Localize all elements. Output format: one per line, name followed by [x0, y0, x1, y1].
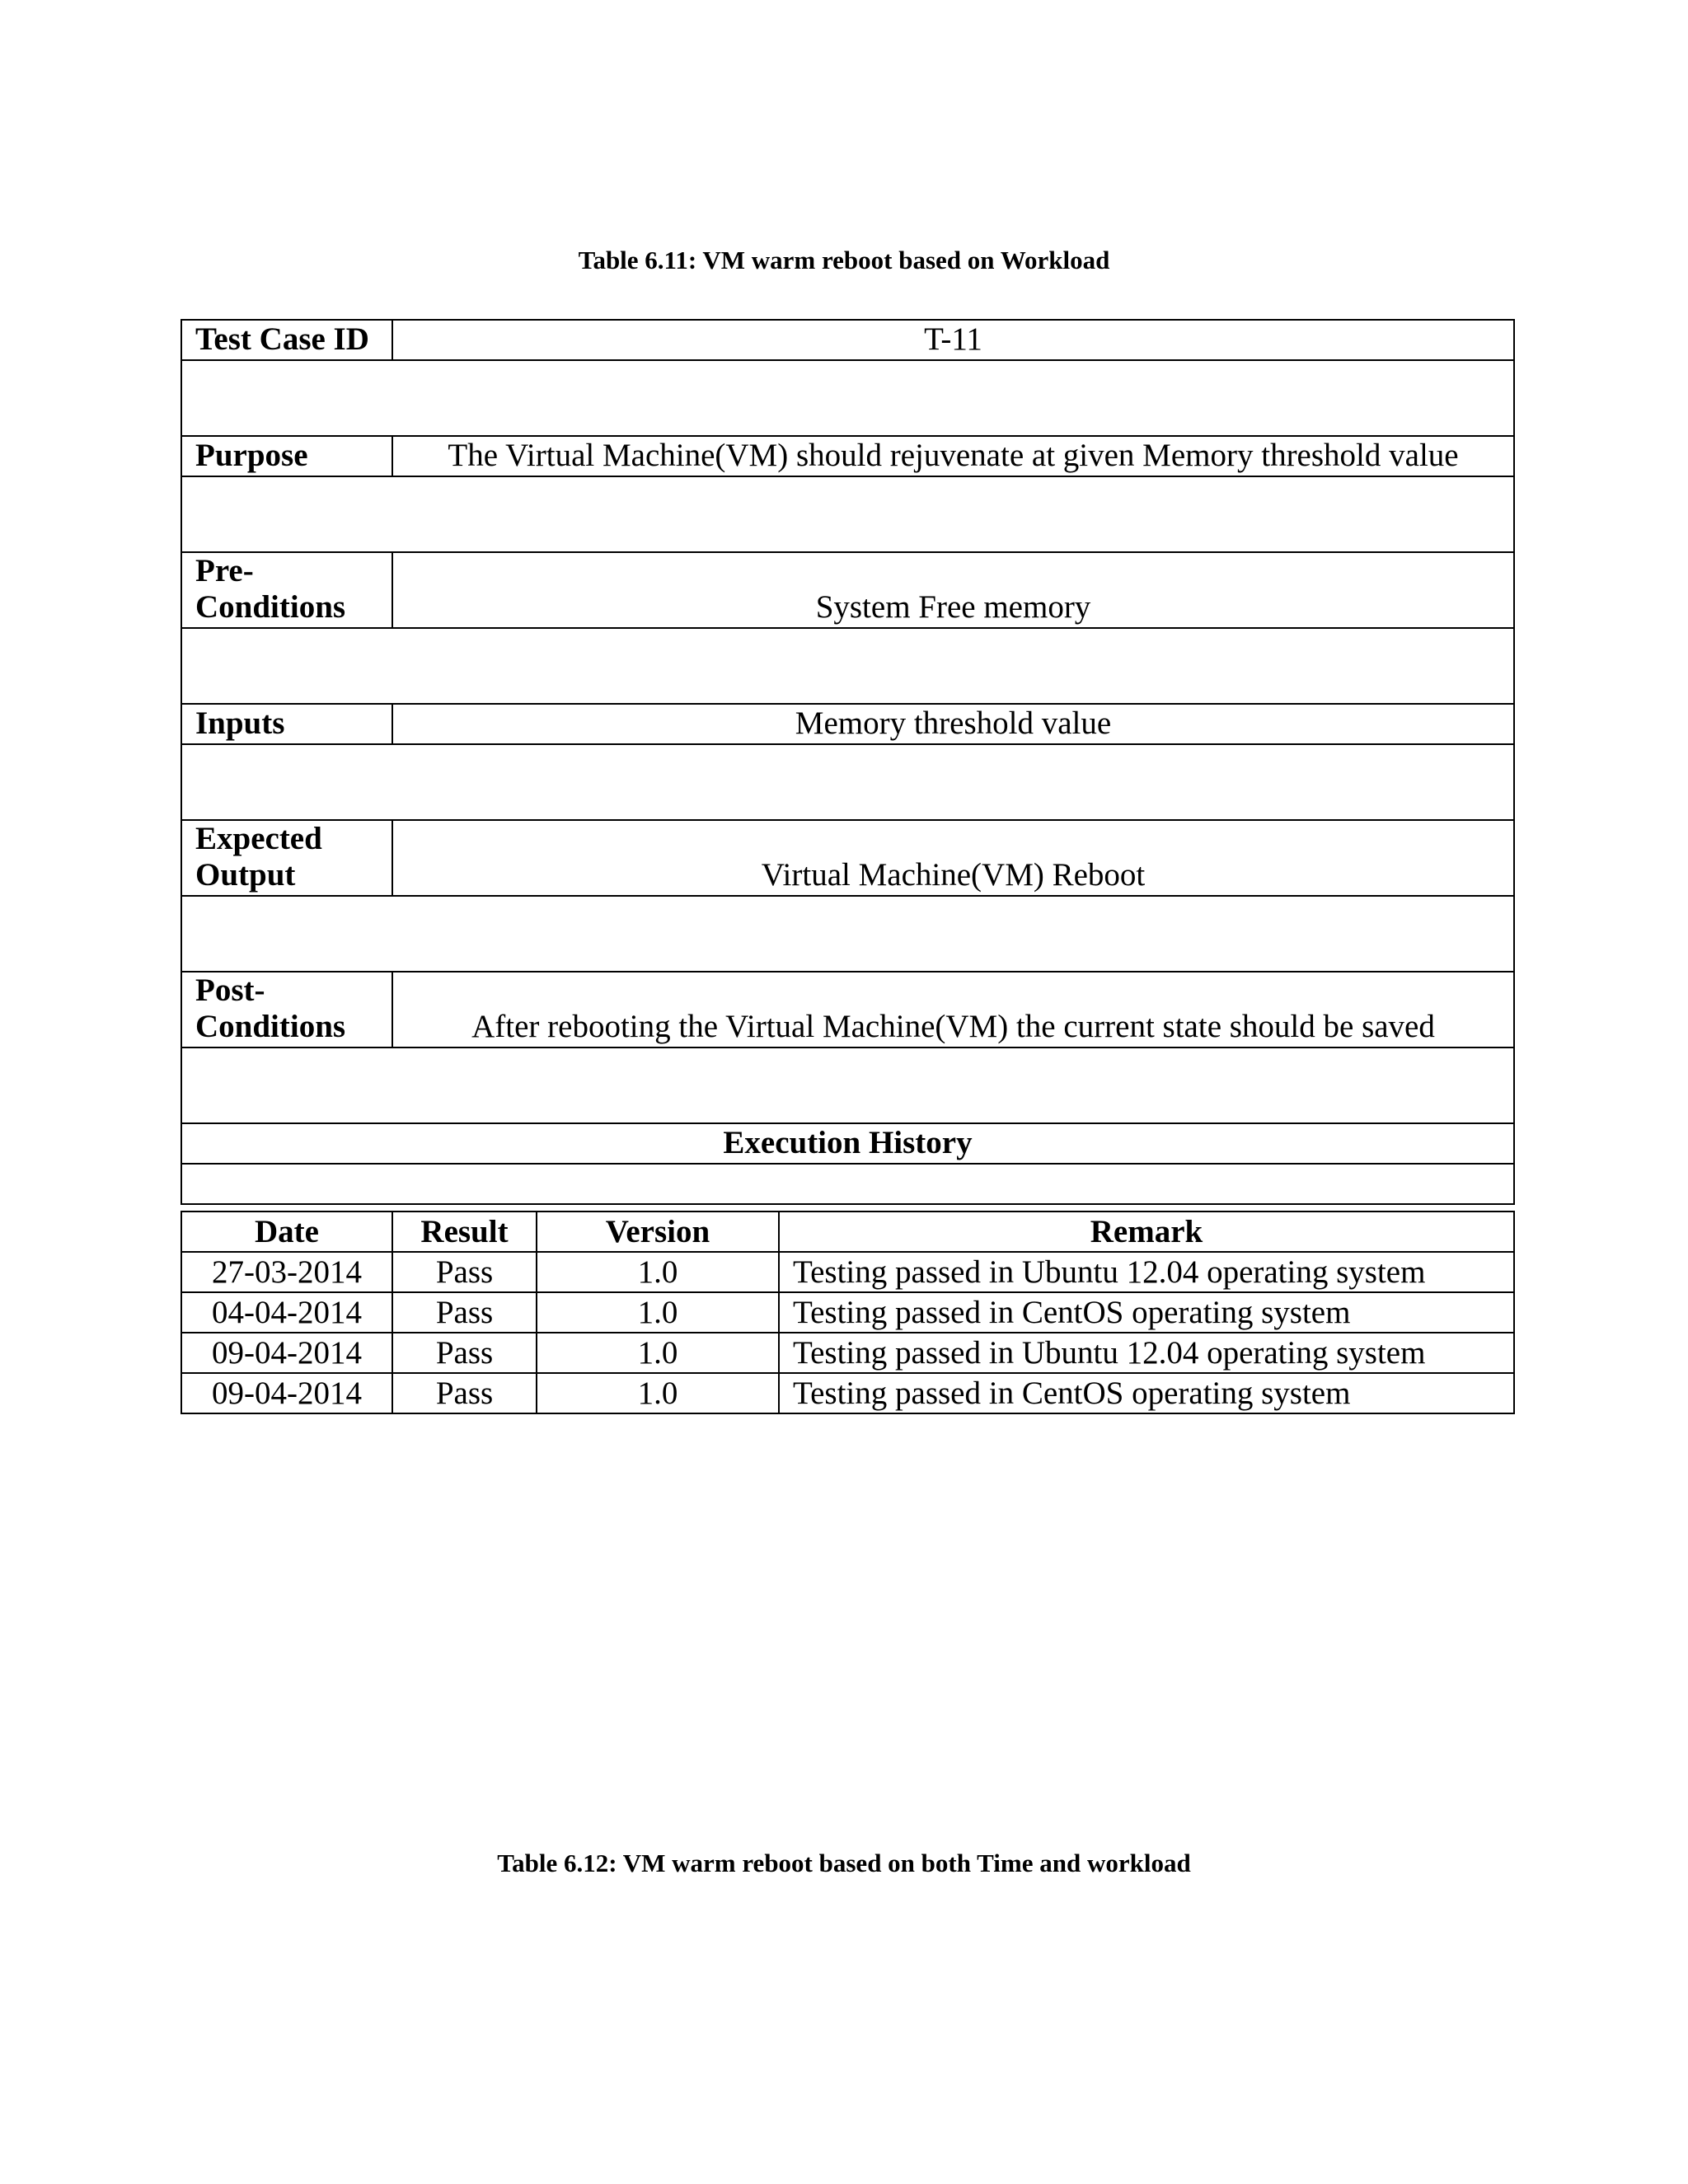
expected-output-label — [181, 820, 392, 896]
table-row — [181, 436, 1514, 476]
result-cell: Pass — [392, 1373, 537, 1413]
table-row — [181, 1333, 1514, 1373]
post-conditions-label — [181, 972, 392, 1047]
table-caption: Table 6.12: VM warm reboot based on both Time and workload — [497, 1849, 1191, 1877]
spacer-row — [181, 1164, 1514, 1204]
version-cell: 1.0 — [537, 1333, 779, 1373]
date-cell: 04-04-2014 — [181, 1292, 392, 1333]
label-line: Pre- — [195, 553, 254, 588]
remark-cell: Testing passed in Ubuntu 12.04 operating system — [779, 1333, 1514, 1373]
label-line: Post- — [195, 972, 265, 1008]
remark-cell: Testing passed in Ubuntu 12.04 operating system — [779, 1252, 1514, 1292]
test-case-id-value: T-11 — [392, 320, 1514, 360]
spacer-row — [181, 744, 1514, 820]
execution-history-title: Execution History — [181, 1123, 1514, 1164]
date-cell: 09-04-2014 — [181, 1373, 392, 1413]
table-row — [181, 1373, 1514, 1413]
test-case-id-label: Test Case ID — [181, 320, 392, 360]
spacer-row — [181, 476, 1514, 552]
spacer-row — [181, 1047, 1514, 1123]
test-case-table — [181, 319, 1515, 1205]
version-cell: 1.0 — [537, 1373, 779, 1413]
inputs-label: Inputs — [181, 704, 392, 744]
table-row — [181, 320, 1514, 360]
table-header-row — [181, 1212, 1514, 1252]
result-cell: Pass — [392, 1292, 537, 1333]
date-cell: 27-03-2014 — [181, 1252, 392, 1292]
label-line: Conditions — [195, 589, 346, 625]
spacer-row — [181, 628, 1514, 704]
table-row — [181, 1252, 1514, 1292]
table-caption: Table 6.11: VM warm reboot based on Workload — [578, 246, 1110, 274]
version-cell: 1.0 — [537, 1252, 779, 1292]
table-row — [181, 704, 1514, 744]
date-cell: 09-04-2014 — [181, 1333, 392, 1373]
post-conditions-value: After rebooting the Virtual Machine(VM) the current state should be saved — [392, 972, 1514, 1047]
pre-conditions-value: System Free memory — [392, 552, 1514, 628]
label-line: Conditions — [195, 1009, 346, 1044]
purpose-value: The Virtual Machine(VM) should rejuvenate at given Memory threshold value — [392, 436, 1514, 476]
spacer-row — [181, 360, 1514, 436]
remark-cell: Testing passed in CentOS operating system — [779, 1373, 1514, 1413]
inputs-value: Memory threshold value — [392, 704, 1514, 744]
table-row — [181, 1292, 1514, 1333]
table-row — [181, 820, 1514, 896]
table-row — [181, 1123, 1514, 1164]
expected-output-value: Virtual Machine(VM) Reboot — [392, 820, 1514, 896]
column-header-date: Date — [181, 1212, 392, 1252]
result-cell: Pass — [392, 1333, 537, 1373]
table-row — [181, 552, 1514, 628]
spacer-row — [181, 896, 1514, 972]
label-line: Expected — [195, 821, 322, 856]
column-header-remark: Remark — [779, 1212, 1514, 1252]
table-row — [181, 972, 1514, 1047]
result-cell: Pass — [392, 1252, 537, 1292]
remark-cell: Testing passed in CentOS operating system — [779, 1292, 1514, 1333]
column-header-result: Result — [392, 1212, 537, 1252]
execution-history-table — [181, 1211, 1515, 1414]
pre-conditions-label — [181, 552, 392, 628]
column-header-version: Version — [537, 1212, 779, 1252]
label-line: Output — [195, 857, 296, 893]
purpose-label: Purpose — [181, 436, 392, 476]
version-cell: 1.0 — [537, 1292, 779, 1333]
